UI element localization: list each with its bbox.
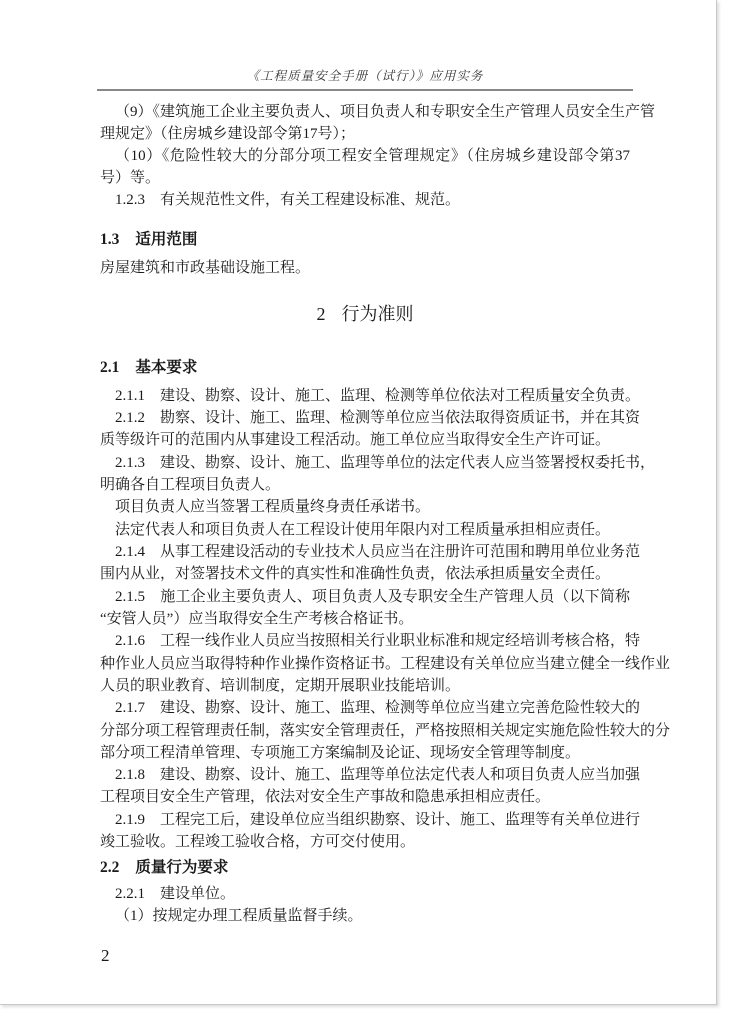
clause-2-1-7-line3: 部分项工程清单管理、专项施工方案编制及论证、现场安全管理等制度。 [100, 745, 581, 761]
clause-2-2-1: 2.2.1 建设单位。 [115, 886, 236, 902]
section-title: 质量行为要求 [135, 859, 229, 876]
list-item-9-line1: （9）《建筑施工企业主要负责人、项目负责人和专职安全生产管理人员安全生产管 [115, 104, 656, 120]
clause-2-1-8-line2: 工程项目安全生产管理，依法对安全生产事故和隐患承担相应责任。 [100, 789, 551, 805]
clause-2-1-2-line2: 质等级许可的范围内从事建设工程活动。施工单位应当取得安全生产许可证。 [100, 432, 611, 448]
clause-2-1-9-line2: 竣工验收。工程竣工验收合格，方可交付使用。 [100, 834, 416, 850]
clause-2-1-6-line1: 2.1.6 工程一线作业人员应当按照相关行业职业标准和规定经培训考核合格，特 [115, 633, 641, 649]
page-number: 2 [101, 946, 110, 965]
section-heading-2-2 [100, 858, 630, 878]
section-number: 2.1 [100, 359, 120, 376]
list-item-10-line2: 号）等。 [100, 170, 161, 186]
clause-2-1-7-line2: 分部分项工程管理责任制，落实安全管理责任，严格按照相关规定实施危险性较大的分 [100, 723, 671, 739]
list-item-9-line2: 理规定》（住房城乡建设部令第17号）； [100, 126, 356, 142]
clause-2-1-4-line2: 围内从业，对签署技术文件的真实性和准确性负责，依法承担质量安全责任。 [100, 566, 611, 582]
clause-2-2-1-item-1: （1）按规定办理工程质量监督手续。 [115, 908, 363, 924]
clause-2-1-9-line1: 2.1.9 工程完工后，建设单位应当组织勘察、设计、施工、监理等有关单位进行 [115, 812, 641, 828]
clause-2-1-5-line2: “安管人员”）应当取得安全生产考核合格证书。 [100, 611, 414, 627]
clause-2-1-1: 2.1.1 建设、勘察、设计、施工、监理、检测等单位依法对工程质量安全负责。 [115, 388, 641, 404]
section-number: 1.3 [100, 231, 120, 248]
clause-2-1-8-line1: 2.1.8 建设、勘察、设计、施工、监理等单位法定代表人和项目负责人应当加强 [115, 767, 641, 783]
section-1-3-body: 房屋建筑和市政基础设施工程。 [100, 260, 311, 276]
clause-2-1-4-line1: 2.1.4 从事工程建设活动的专业技术人员应当在注册许可范围和聘用单位业务范 [115, 544, 641, 560]
section-title: 基本要求 [135, 359, 198, 376]
chapter-heading [0, 300, 730, 326]
section-title: 适用范围 [135, 231, 198, 248]
clause-2-1-3-line2: 明确各自工程项目负责人。 [100, 477, 281, 493]
clause-2-1-2-line1: 2.1.2 勘察、设计、施工、监理、检测等单位应当依法取得资质证书，并在其资 [115, 410, 641, 426]
clause-2-1-6-line3: 人员的职业教育、培训制度，定期开展职业技能培训。 [100, 678, 461, 694]
list-item-10-line1: （10）《危险性较大的分部分项工程安全管理规定》（住房城乡建设部令第37 [115, 148, 630, 164]
header-rule [97, 89, 633, 91]
clause-2-1-5-line1: 2.1.5 施工企业主要负责人、项目负责人及专职安全生产管理人员（以下简称 [115, 589, 630, 605]
clause-2-1-3-para-b: 法定代表人和项目负责人在工程设计使用年限内对工程质量承担相应责任。 [115, 522, 611, 538]
clause-2-1-3-line1: 2.1.3 建设、勘察、设计、施工、监理等单位的法定代表人应当签署授权委托书， [115, 455, 656, 471]
running-header: 《工程质量安全手册（试行）》应用实务 [246, 69, 484, 83]
clause-2-1-6-line2: 种作业人员应当取得特种作业操作资格证书。工程建设有关单位应当建立健全一线作业 [100, 656, 671, 672]
section-heading-2-1 [100, 358, 630, 378]
section-heading-1-3 [100, 230, 630, 250]
clause-1-2-3: 1.2.3 有关规范性文件，有关工程建设标准、规范。 [115, 192, 461, 208]
chapter-number: 2 [316, 304, 326, 324]
chapter-title: 行为准则 [341, 304, 414, 324]
clause-2-1-3-para-a: 项目负责人应当签署工程质量终身责任承诺书。 [115, 499, 431, 515]
section-number: 2.2 [100, 859, 120, 876]
clause-2-1-7-line1: 2.1.7 建设、勘察、设计、施工、监理、检测等单位应当建立完善危险性较大的 [115, 700, 641, 716]
